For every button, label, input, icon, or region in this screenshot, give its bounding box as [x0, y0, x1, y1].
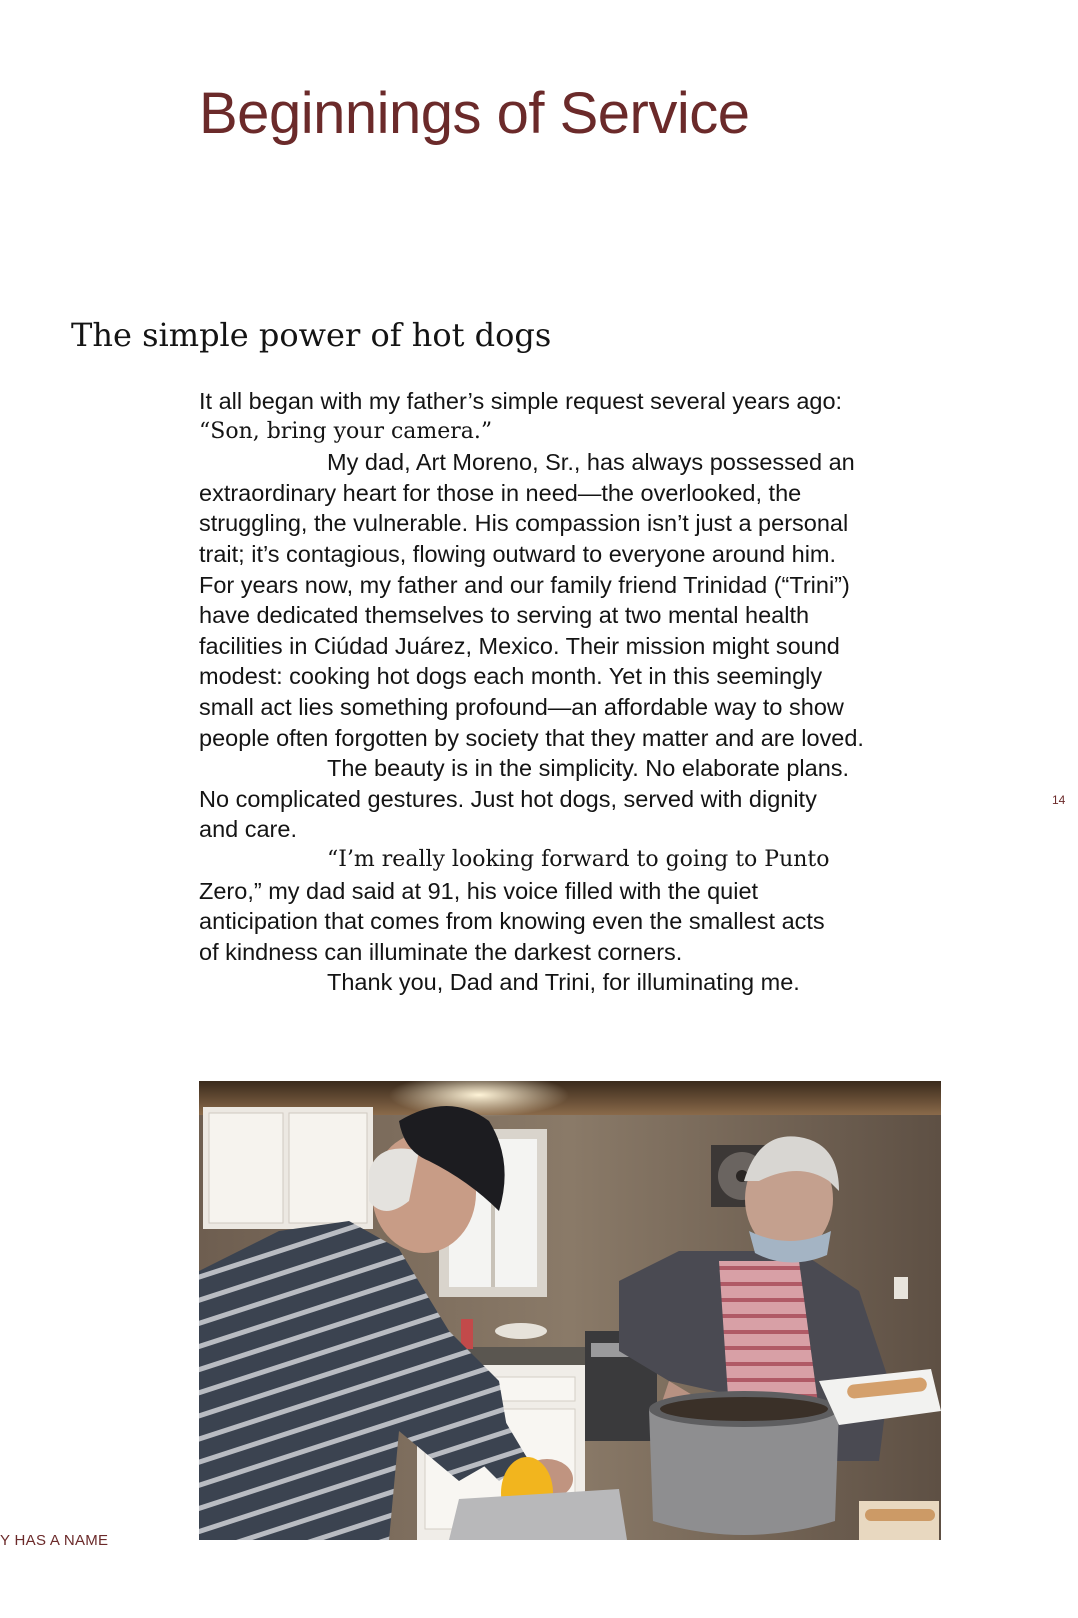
- body-line: of kindness can illuminate the darkest corners.: [199, 938, 683, 965]
- body-line: anticipation that comes from knowing even the smallest acts: [199, 908, 825, 935]
- kitchen-photo: [199, 1081, 941, 1540]
- page-title: Beginnings of Service: [199, 81, 750, 146]
- body-line: and care.: [199, 816, 297, 843]
- body-line: have dedicated themselves to serving at two mental health: [199, 602, 810, 629]
- section-heading: The simple power of hot dogs: [71, 316, 552, 354]
- footer-running-title: Y HAS A NAME: [0, 1532, 109, 1549]
- body-line: It all began with my father’s simple request several years ago:: [199, 388, 843, 414]
- body-line: No complicated gestures. Just hot dogs, served with dignity: [199, 785, 817, 812]
- body-line: trait; it’s contagious, flowing outward to everyone around him.: [199, 540, 837, 567]
- body-line: people often forgotten by society that they matter and are loved.: [199, 724, 864, 751]
- body-line: My dad, Art Moreno, Sr., has always possessed an: [327, 449, 855, 476]
- body-line: For years now, my father and our family friend Trinidad (“Trini”): [199, 571, 850, 598]
- body-line: facilities in Ciúdad Juárez, Mexico. Their mission might sound: [199, 632, 840, 659]
- body-line-quote: “Son, bring your camera.”: [199, 418, 493, 444]
- body-line: small act lies something profound—an affordable way to show: [199, 693, 844, 720]
- article-body: [199, 386, 959, 998]
- body-line: extraordinary heart for those in need—the overlooked, the: [199, 479, 802, 506]
- body-line: Zero,” my dad said at 91, his voice filled with the quiet: [199, 877, 759, 904]
- body-line: Thank you, Dad and Trini, for illuminating me.: [327, 969, 800, 996]
- page-number: 14: [1052, 793, 1066, 807]
- body-line-quote: “I’m really looking forward to going to Punto: [327, 846, 830, 872]
- body-line: struggling, the vulnerable. His compassion isn’t just a personal: [199, 510, 849, 537]
- body-line: The beauty is in the simplicity. No elaborate plans.: [327, 755, 850, 782]
- body-line: modest: cooking hot dogs each month. Yet in this seemingly: [199, 663, 823, 690]
